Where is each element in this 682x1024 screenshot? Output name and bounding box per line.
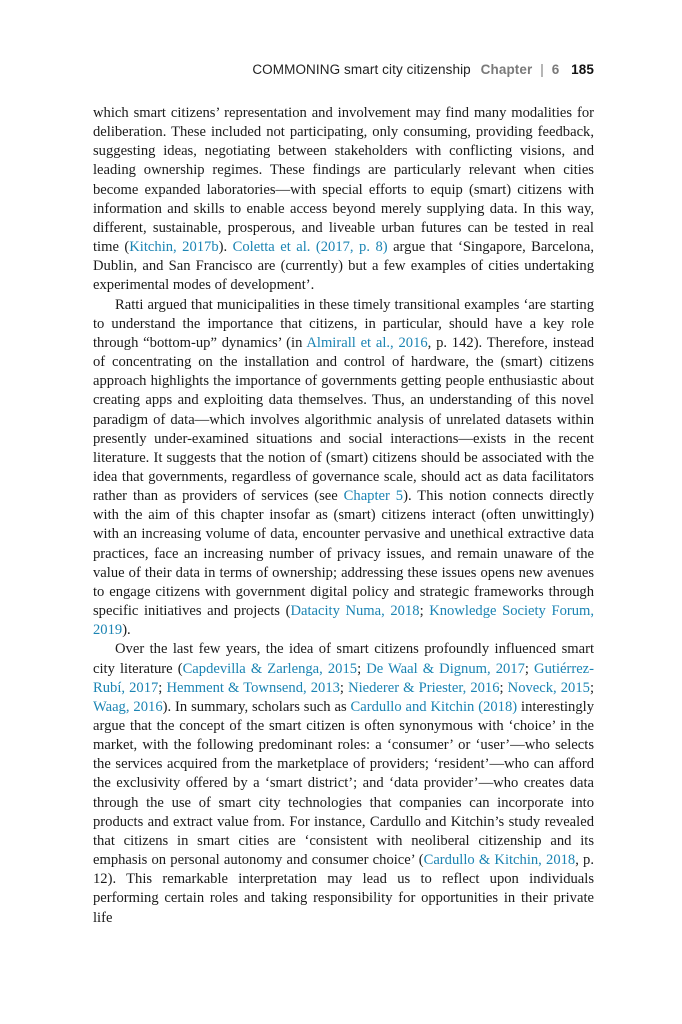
text-run: ; — [524, 660, 535, 677]
citation-link[interactable]: Noveck, 2015 — [507, 679, 590, 696]
citation-link[interactable]: Niederer & Priester, 2016 — [348, 679, 500, 696]
running-title: COMMONING smart city citizenship — [252, 62, 471, 77]
text-run: , p. 142). Therefore, instead of concentrating on the installation and control of hardware, the (smart) citizens approach highlights the importance of governments getting people enthusiastic about creating apps and exploiting data themselves. Thus, an understanding of this novel paradigm of data—which involves algorithmic analysis of unrelated datasets within presently under-examined situations and social interactions—exists in the recent literature. It suggests that the notion of (smart) citizens should be associated with the idea that governments, regardless of governance scale, should act as data facilitators rather than as providers of services (see — [93, 334, 594, 505]
text-run: argue that ‘Singapore, Barcelona, Dublin, and San Francisco are (currently) but a few examples of cities undertaking experimental modes of development’. — [93, 239, 594, 294]
citation-link[interactable]: Cardullo and Kitchin (2018) — [350, 698, 518, 715]
citation-link[interactable]: Gutiérrez-Rubí, 2017 — [93, 660, 595, 696]
citation-link[interactable]: Capdevilla & Zarlenga, 2015 — [182, 660, 358, 677]
text-run: ). — [218, 239, 233, 256]
text-run: , p. 12). This remarkable interpretation may lead us to reflect upon individuals performing certain roles and taking responsibility for opportunities in their private life — [93, 852, 595, 926]
citation-link[interactable]: Hemment & Townsend, 2013 — [166, 679, 340, 696]
text-run: ). In summary, scholars such as — [162, 698, 351, 715]
citation-link[interactable]: Datacity Numa, 2018 — [290, 603, 420, 620]
citation-link[interactable]: Coletta et al. (2017, p. 8) — [232, 239, 388, 256]
text-run: ; — [499, 679, 508, 696]
citation-link[interactable]: Almirall et al., 2016 — [306, 334, 428, 351]
text-run: ; — [419, 603, 430, 620]
text-run: Over the last few years, the idea of smart citizens profoundly influenced smart city literature ( — [93, 641, 594, 677]
paragraph-1 — [93, 104, 594, 296]
citation-link[interactable]: Cardullo & Kitchin, 2018 — [423, 852, 576, 869]
text-run: ). This notion connects directly with the aim of this chapter insofar as (smart) citizens interact (often unwittingly) with an increasing volume of data, encounter pervasive and unethical extractive data practices, face an increasing number of privacy issues, and remain unaware of the value of their data in terms of ownership; addressing these issues opens new avenues to engage citizens with government digital policy and strategic frameworks through specific initiatives and projects ( — [93, 488, 594, 620]
text-run: ). — [122, 622, 131, 639]
text-run: ; — [357, 660, 367, 677]
chapter-label: Chapter — [480, 62, 533, 77]
text-run: ; — [158, 679, 167, 696]
citation-link[interactable]: Waag, 2016 — [93, 698, 163, 715]
page-number: 185 — [571, 62, 594, 77]
citation-link[interactable]: De Waal & Dignum, 2017 — [366, 660, 525, 677]
paragraph-3 — [93, 640, 594, 927]
chapter-number: 6 — [551, 62, 560, 77]
paragraph-2 — [93, 296, 594, 641]
chapter-cross-reference-link[interactable]: Chapter 5 — [343, 488, 404, 505]
header-separator: | — [540, 62, 544, 77]
text-run: which smart citizens’ representation and involvement may find many modalities for deliberation. These included not participating, only consuming, providing feedback, suggesting ideas, negotiating between stakeholders with conflicting visions, and leading ownership regimes. These findings are particularly relevant when cities become expanded laboratories—with special efforts to equip (smart) citizens with information and skills to enable access beyond merely supplying data. In this way, different, sustainable, prosperous, and liveable urban futures can be tested in real time ( — [93, 105, 594, 256]
text-run: interestingly argue that the concept of the smart citizen is often synonymous with ‘choice’ in the market, with the following predominant roles: a ‘consumer’ or ‘user’—who selects the services acquired from the marketplace of providers; ‘resident’—who can afford the exclusivity offered by a ‘smart district’; and ‘data provider’—who creates data through the use of smart city technologies that companies can incorporate into products and extract value from. For instance, Cardullo and Kitchin’s study revealed that citizens in smart cities are ‘consistent with neoliberal citizenship and its emphasis on personal autonomy and consumer choice’ ( — [93, 698, 594, 869]
running-header — [252, 62, 594, 77]
body-text — [93, 104, 594, 928]
text-run: ; — [339, 679, 349, 696]
citation-link[interactable]: Kitchin, 2017b — [129, 239, 219, 256]
text-run: Ratti argued that municipalities in these timely transitional examples ‘are starting to understand the importance that citizens, in particular, should have a key role through “bottom-up” dynamics’ (in — [93, 296, 594, 351]
text-run: ; — [589, 679, 595, 696]
citation-link[interactable]: Knowledge Society Forum, 2019 — [93, 603, 595, 639]
